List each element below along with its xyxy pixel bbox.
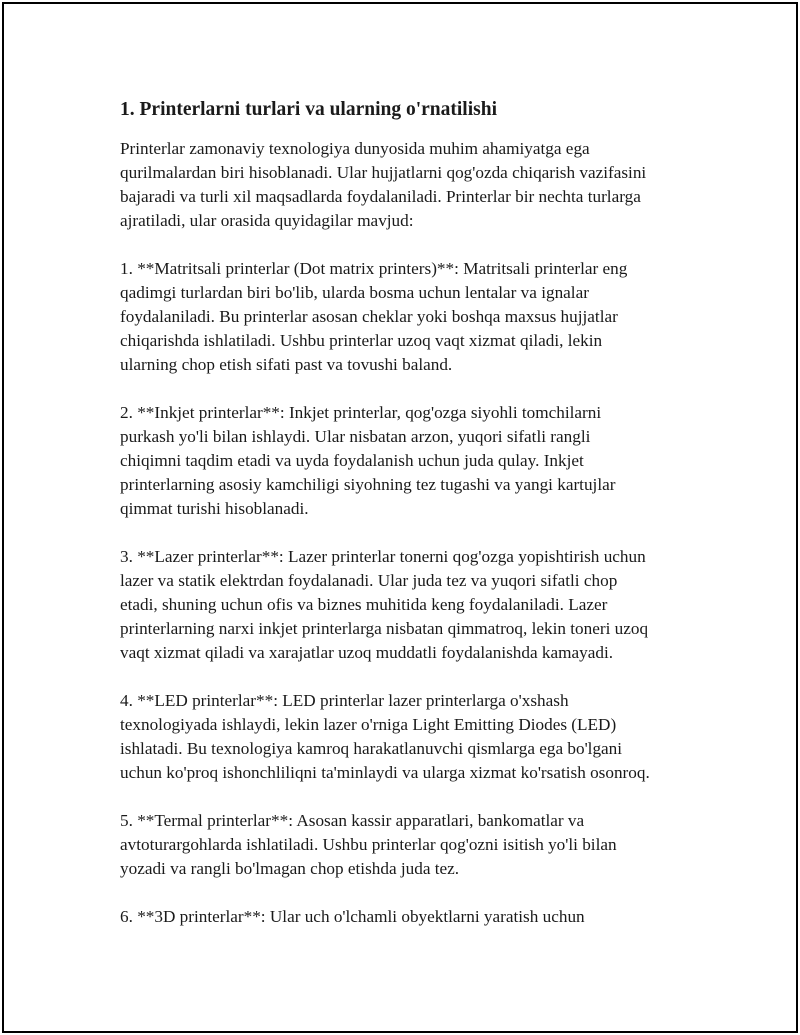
- text-line: printerlarning asosiy kamchiligi siyohning tez tugashi va yangi kartujlar: [120, 475, 616, 494]
- document-heading: 1. Printerlarni turlari va ularning o'rnatilishi: [120, 99, 497, 120]
- text-line: vaqt xizmat qiladi va xarajatlar uzoq muddatli foydalanishda kamayadi.: [120, 643, 614, 662]
- text-line: 2. **Inkjet printerlar**: Inkjet printerlar, qog'ozga siyohli tomchilarni: [120, 403, 602, 422]
- led-printers-paragraph: [120, 689, 700, 785]
- document-body: [120, 98, 700, 953]
- text-line: printerlarning narxi inkjet printerlarga nisbatan qimmatroq, lekin toneri uzoq: [120, 619, 649, 638]
- inkjet-printers-paragraph: [120, 401, 700, 521]
- text-line: 5. **Termal printerlar**: Asosan kassir apparatlari, bankomatlar va: [120, 811, 585, 830]
- text-line: 3. **Lazer printerlar**: Lazer printerlar tonerni qog'ozga yopishtirish uchun: [120, 547, 646, 566]
- 3d-printers-paragraph: [120, 905, 700, 929]
- text-line: 6. **3D printerlar**: Ular uch o'lchamli obyektlarni yaratish uchun: [120, 907, 585, 926]
- matrix-printers-paragraph: [120, 257, 700, 377]
- page-frame: [2, 2, 798, 1033]
- text-line: qurilmalardan biri hisoblanadi. Ular hujjatlarni qog'ozda chiqarish vazifasini: [120, 163, 647, 182]
- text-line: Printerlar zamonaviy texnologiya dunyosida muhim ahamiyatga ega: [120, 139, 590, 158]
- text-line: qadimgi turlardan biri bo'lib, ularda bosma uchun lentalar va ignalar: [120, 283, 589, 302]
- text-line: purkash yo'li bilan ishlaydi. Ular nisbatan arzon, yuqori sifatli rangli: [120, 427, 591, 446]
- text-line: foydalaniladi. Bu printerlar asosan cheklar yoki boshqa maxsus hujjatlar: [120, 307, 618, 326]
- text-line: uchun ko'proq ishonchliliqni ta'minlaydi va ularga xizmat ko'rsatish osonroq.: [120, 763, 650, 782]
- text-line: ajratiladi, ular orasida quyidagilar mavjud:: [120, 211, 414, 230]
- text-line: 4. **LED printerlar**: LED printerlar lazer printerlarga o'xshash: [120, 691, 569, 710]
- text-line: bajaradi va turli xil maqsadlarda foydalaniladi. Printerlar bir nechta turlarga: [120, 187, 641, 206]
- laser-printers-paragraph: [120, 545, 700, 665]
- text-line: avtoturargohlarda ishlatiladi. Ushbu printerlar qog'ozni isitish yo'li bilan: [120, 835, 617, 854]
- text-line: ishlatadi. Bu texnologiya kamroq harakatlanuvchi qismlarga ega bo'lgani: [120, 739, 623, 758]
- text-line: lazer va statik elektrdan foydalanadi. Ular juda tez va yuqori sifatli chop: [120, 571, 618, 590]
- text-line: etadi, shuning uchun ofis va biznes muhitida keng foydalaniladi. Lazer: [120, 595, 608, 614]
- text-line: chiqarishda ishlatiladi. Ushbu printerlar uzoq vaqt xizmat qiladi, lekin: [120, 331, 603, 350]
- text-line: ularning chop etish sifati past va tovushi baland.: [120, 355, 453, 374]
- intro-paragraph: [120, 137, 700, 233]
- text-line: texnologiyada ishlaydi, lekin lazer o'rniga Light Emitting Diodes (LED): [120, 715, 617, 734]
- text-line: yozadi va rangli bo'lmagan chop etishda juda tez.: [120, 859, 460, 878]
- text-line: chiqimni taqdim etadi va uyda foydalanish uchun juda qulay. Inkjet: [120, 451, 584, 470]
- text-line: 1. **Matritsali printerlar (Dot matrix printers)**: Matritsali printerlar eng: [120, 259, 628, 278]
- thermal-printers-paragraph: [120, 809, 700, 881]
- text-line: qimmat turishi hisoblanadi.: [120, 499, 309, 518]
